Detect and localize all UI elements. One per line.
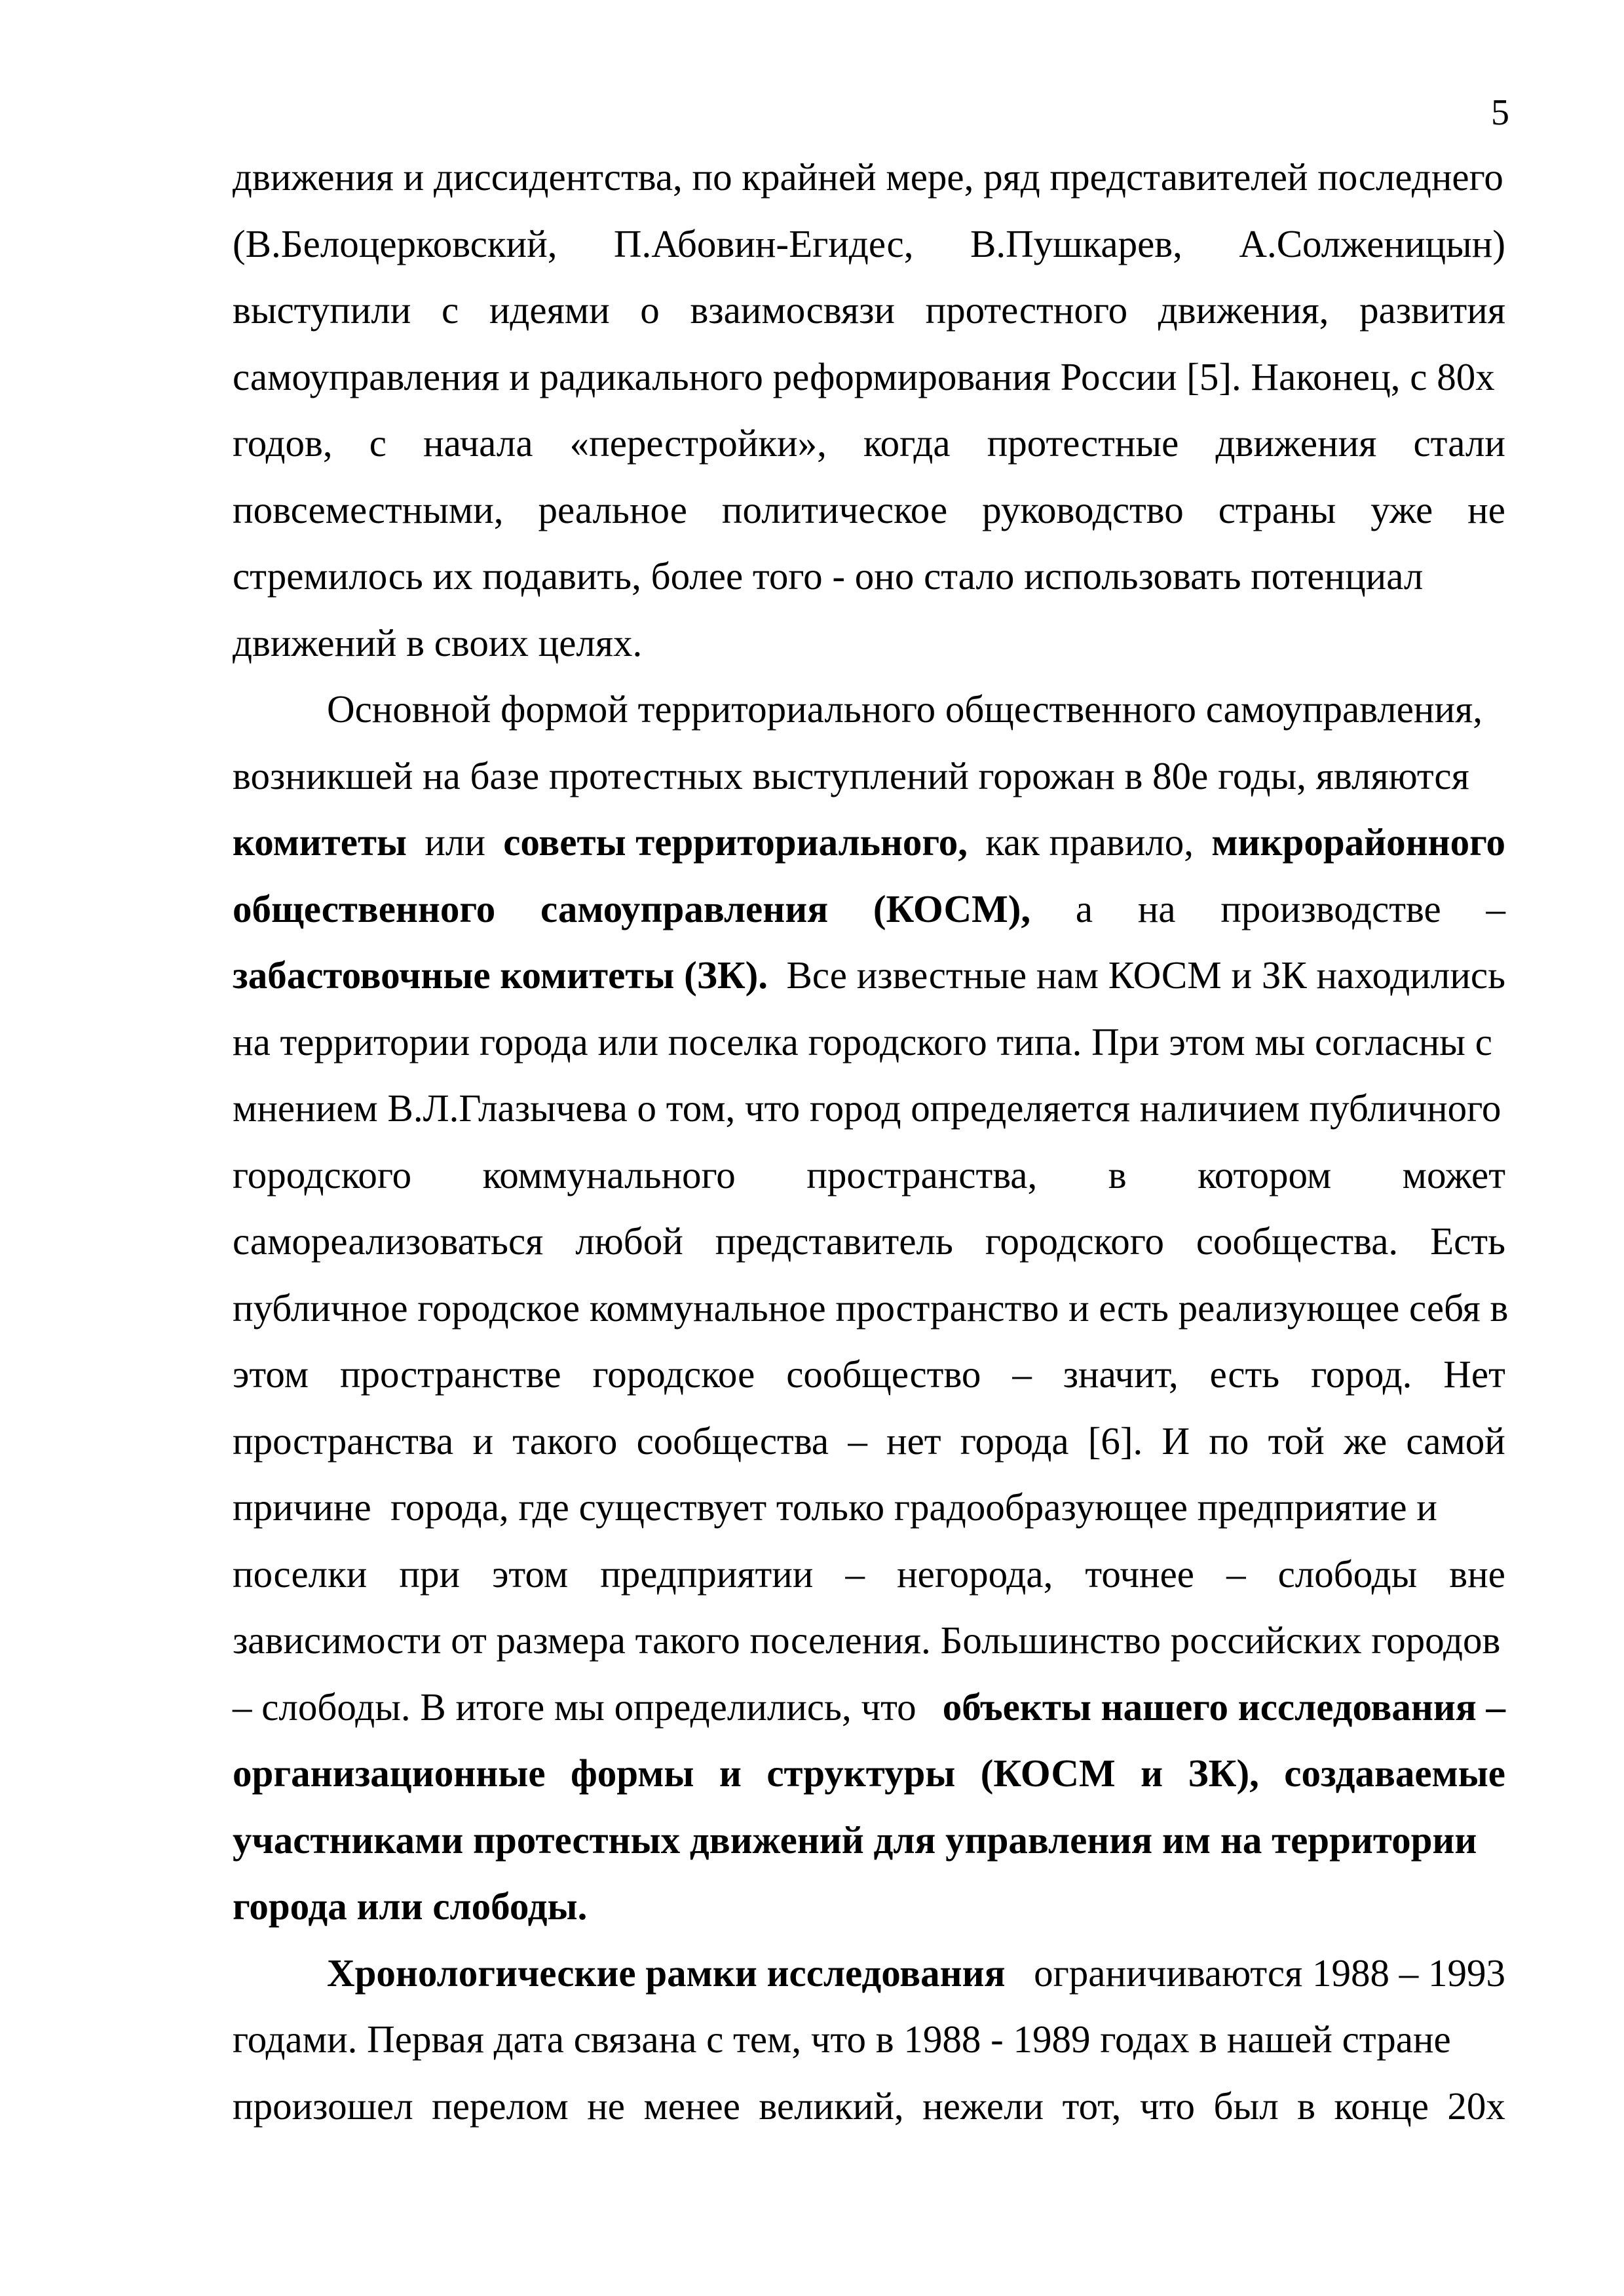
text-run: движения и диссидентства, по крайней мере, ряд представителей последнего bbox=[233, 155, 1503, 199]
text-run: движения, bbox=[1158, 288, 1329, 332]
text-run: возникшей на базе протестных выступлений горожан в 80е годы, являются bbox=[233, 754, 1469, 797]
text-run: по bbox=[1209, 1419, 1249, 1463]
text-run: 20х bbox=[1447, 2084, 1505, 2128]
text-run: самоуправления и радикального реформирования России [5]. Наконец, с 80х bbox=[233, 354, 1495, 398]
text-run: стали bbox=[1413, 421, 1505, 465]
text-run: вне bbox=[1449, 1552, 1505, 1596]
text-run: взаимосвязи bbox=[690, 288, 895, 332]
text-run: протестного bbox=[925, 288, 1128, 332]
text-run: П.Абовин-Егидес, bbox=[613, 221, 914, 265]
text-run: города bbox=[960, 1419, 1069, 1463]
text-run: пространства, bbox=[806, 1153, 1038, 1196]
text-run: зависимости от размера такого поселения. Большинство российских городов bbox=[233, 1618, 1501, 1662]
text-line bbox=[233, 1474, 1505, 1541]
text-line bbox=[233, 2073, 1505, 2140]
text-run: самой bbox=[1406, 1419, 1505, 1463]
text-run: реальное bbox=[538, 488, 687, 531]
text-run: о bbox=[640, 288, 660, 332]
bold-text-run: (КОСМ bbox=[980, 1751, 1116, 1795]
text-run: ограничиваются 1988 – 1993 bbox=[1034, 1951, 1505, 1995]
text-run: может bbox=[1402, 1153, 1505, 1196]
text-run: слободы bbox=[1277, 1552, 1418, 1596]
text-run: причине города, где существует только градообразующее предприятие и bbox=[233, 1485, 1437, 1529]
bold-text-run: комитеты bbox=[233, 820, 407, 864]
text-run: «перестройки», bbox=[569, 421, 827, 465]
text-line bbox=[233, 942, 1505, 1009]
text-run: представитель bbox=[715, 1219, 953, 1263]
body-text bbox=[233, 144, 1509, 2139]
text-run: сообщества bbox=[636, 1419, 829, 1463]
text-line bbox=[233, 1541, 1505, 1608]
text-run: пространстве bbox=[339, 1352, 561, 1396]
text-run: – bbox=[1226, 1552, 1246, 1596]
bold-text-run: организационные bbox=[233, 1751, 546, 1795]
text-run: с bbox=[442, 288, 459, 332]
text-line bbox=[233, 876, 1505, 943]
text-run: – bbox=[845, 1552, 865, 1596]
text-run: негорода, bbox=[897, 1552, 1053, 1596]
text-run: сообщества. bbox=[1196, 1219, 1399, 1263]
text-run: мнением В.Л.Глазычева о том, что город определяется наличием публичного bbox=[233, 1086, 1501, 1130]
bold-text-run: объекты нашего исследования – bbox=[942, 1685, 1505, 1729]
text-run: развития bbox=[1359, 288, 1505, 332]
text-line bbox=[233, 1607, 1505, 1674]
text-run: руководство bbox=[982, 488, 1184, 531]
text-run: в bbox=[1108, 1153, 1127, 1196]
text-run: как правило, bbox=[985, 820, 1194, 864]
text-run: перелом bbox=[432, 2084, 569, 2128]
text-run: страны bbox=[1218, 488, 1336, 531]
text-run: выступили bbox=[233, 288, 411, 332]
text-run: начала bbox=[423, 421, 533, 465]
text-run: Основной формой территориального общественного самоуправления, bbox=[327, 687, 1482, 731]
text-run: протестные bbox=[987, 421, 1179, 465]
text-line bbox=[233, 1075, 1505, 1142]
text-run: менее bbox=[643, 2084, 740, 2128]
text-run: публичное городское коммунальное пространство и есть реализующее себя в bbox=[233, 1286, 1509, 1330]
text-run: не bbox=[1467, 488, 1505, 531]
bold-text-run: забастовочные комитеты (ЗК). bbox=[233, 953, 768, 997]
text-run: когда bbox=[863, 421, 951, 465]
page-number: 5 bbox=[1491, 92, 1509, 133]
text-run: идеями bbox=[489, 288, 610, 332]
text-run: конце bbox=[1334, 2084, 1429, 2128]
text-run: нежели bbox=[922, 2084, 1044, 2128]
text-run: [6]. bbox=[1087, 1419, 1143, 1463]
text-run: – bbox=[848, 1419, 867, 1463]
text-line bbox=[233, 1009, 1505, 1076]
bold-text-run: структуры bbox=[766, 1751, 956, 1795]
text-run: и bbox=[472, 1419, 494, 1463]
text-run: котором bbox=[1198, 1153, 1332, 1196]
text-run: коммунального bbox=[482, 1153, 736, 1196]
text-run: городское bbox=[592, 1352, 755, 1396]
text-run: же bbox=[1343, 1419, 1388, 1463]
text-line bbox=[233, 1142, 1505, 1209]
text-line bbox=[233, 1341, 1505, 1408]
text-run: – слободы. В итоге мы определились, что bbox=[233, 1685, 916, 1729]
text-run: не bbox=[587, 2084, 625, 2128]
text-run: – bbox=[1486, 887, 1505, 930]
text-run: движений в своих целях. bbox=[233, 621, 643, 664]
text-run: этом bbox=[233, 1352, 309, 1396]
text-run: движения bbox=[1215, 421, 1377, 465]
bold-text-run: создаваемые bbox=[1284, 1751, 1505, 1795]
text-run: уже bbox=[1370, 488, 1433, 531]
text-line bbox=[233, 1674, 1505, 1741]
text-run: Все известные нам КОСМ и ЗК находились bbox=[786, 953, 1505, 997]
text-line bbox=[233, 1940, 1505, 2007]
text-line bbox=[233, 1873, 1505, 1940]
text-run: Нет bbox=[1443, 1352, 1505, 1396]
text-run: на территории города или поселка городского типа. При этом мы согласны с bbox=[233, 1020, 1492, 1063]
text-line bbox=[233, 410, 1505, 477]
bold-text-run: ЗК), bbox=[1188, 1751, 1259, 1795]
text-run: в bbox=[1297, 2084, 1315, 2128]
text-line bbox=[233, 1275, 1509, 1342]
text-run: И bbox=[1161, 1419, 1190, 1463]
text-run: или bbox=[425, 820, 485, 864]
text-run: произошел bbox=[233, 2084, 413, 2128]
text-line bbox=[233, 211, 1505, 278]
text-line bbox=[233, 1807, 1505, 1874]
text-run: производстве bbox=[1220, 887, 1441, 930]
text-line bbox=[233, 676, 1505, 743]
text-line bbox=[233, 2006, 1505, 2073]
bold-text-run: участниками протестных движений для управления им на территории bbox=[233, 1818, 1477, 1862]
bold-text-run: города или слободы. bbox=[233, 1885, 588, 1928]
text-line bbox=[233, 344, 1505, 411]
text-run: город. bbox=[1311, 1352, 1412, 1396]
text-run: а bbox=[1075, 887, 1093, 930]
text-run: значит, bbox=[1063, 1352, 1179, 1396]
text-run: годов, bbox=[233, 421, 333, 465]
bold-text-run: формы bbox=[570, 1751, 694, 1795]
text-line bbox=[233, 610, 1505, 677]
text-run: городского bbox=[985, 1219, 1164, 1263]
text-run: годами. Первая дата связана с тем, что в 1988 - 1989 годах в нашей стране bbox=[233, 2018, 1451, 2061]
text-line bbox=[233, 543, 1505, 610]
text-run: при bbox=[399, 1552, 461, 1596]
text-run: повсеместными, bbox=[233, 488, 504, 531]
text-line bbox=[233, 144, 1505, 211]
text-run: этом bbox=[492, 1552, 569, 1596]
text-line bbox=[233, 743, 1505, 810]
bold-text-run: Хронологические рамки исследования bbox=[327, 1951, 1006, 1995]
text-run: тот, bbox=[1062, 2084, 1122, 2128]
text-run: предприятии bbox=[600, 1552, 814, 1596]
text-run: городского bbox=[233, 1153, 412, 1196]
text-run: поселки bbox=[233, 1552, 368, 1596]
text-run: А.Солженицын) bbox=[1239, 221, 1505, 265]
text-run: что bbox=[1139, 2084, 1196, 2128]
text-run: был bbox=[1213, 2084, 1279, 2128]
text-run: той bbox=[1268, 1419, 1325, 1463]
bold-text-run: советы территориального, bbox=[503, 820, 968, 864]
text-run: пространства bbox=[233, 1419, 454, 1463]
text-run: Есть bbox=[1430, 1219, 1505, 1263]
text-run: нет bbox=[886, 1419, 941, 1463]
text-run: самореализоваться bbox=[233, 1219, 544, 1263]
bold-text-run: самоуправления bbox=[540, 887, 829, 930]
text-run: политическое bbox=[721, 488, 948, 531]
text-run: сообщество bbox=[786, 1352, 981, 1396]
bold-text-run: и bbox=[1141, 1751, 1163, 1795]
text-line bbox=[233, 477, 1505, 544]
text-run: великий, bbox=[759, 2084, 904, 2128]
text-line bbox=[233, 1208, 1505, 1275]
bold-text-run: микрорайонного bbox=[1211, 820, 1505, 864]
text-line bbox=[233, 277, 1505, 344]
text-run: – bbox=[1012, 1352, 1032, 1396]
text-line bbox=[233, 809, 1505, 876]
text-run: В.Пушкарев, bbox=[970, 221, 1182, 265]
text-run: на bbox=[1137, 887, 1176, 930]
bold-text-run: общественного bbox=[233, 887, 496, 930]
text-run: точнее bbox=[1085, 1552, 1194, 1596]
text-line bbox=[233, 1740, 1505, 1807]
bold-text-run: (КОСМ), bbox=[873, 887, 1031, 930]
text-run: есть bbox=[1209, 1352, 1280, 1396]
text-run: (В.Белоцерковский, bbox=[233, 221, 557, 265]
text-run: стремилось их подавить, более того - оно стало использовать потенциал bbox=[233, 554, 1424, 598]
text-run: с bbox=[369, 421, 387, 465]
text-run: любой bbox=[575, 1219, 683, 1263]
text-line bbox=[233, 1408, 1505, 1475]
bold-text-run: и bbox=[719, 1751, 742, 1795]
text-run: такого bbox=[512, 1419, 618, 1463]
